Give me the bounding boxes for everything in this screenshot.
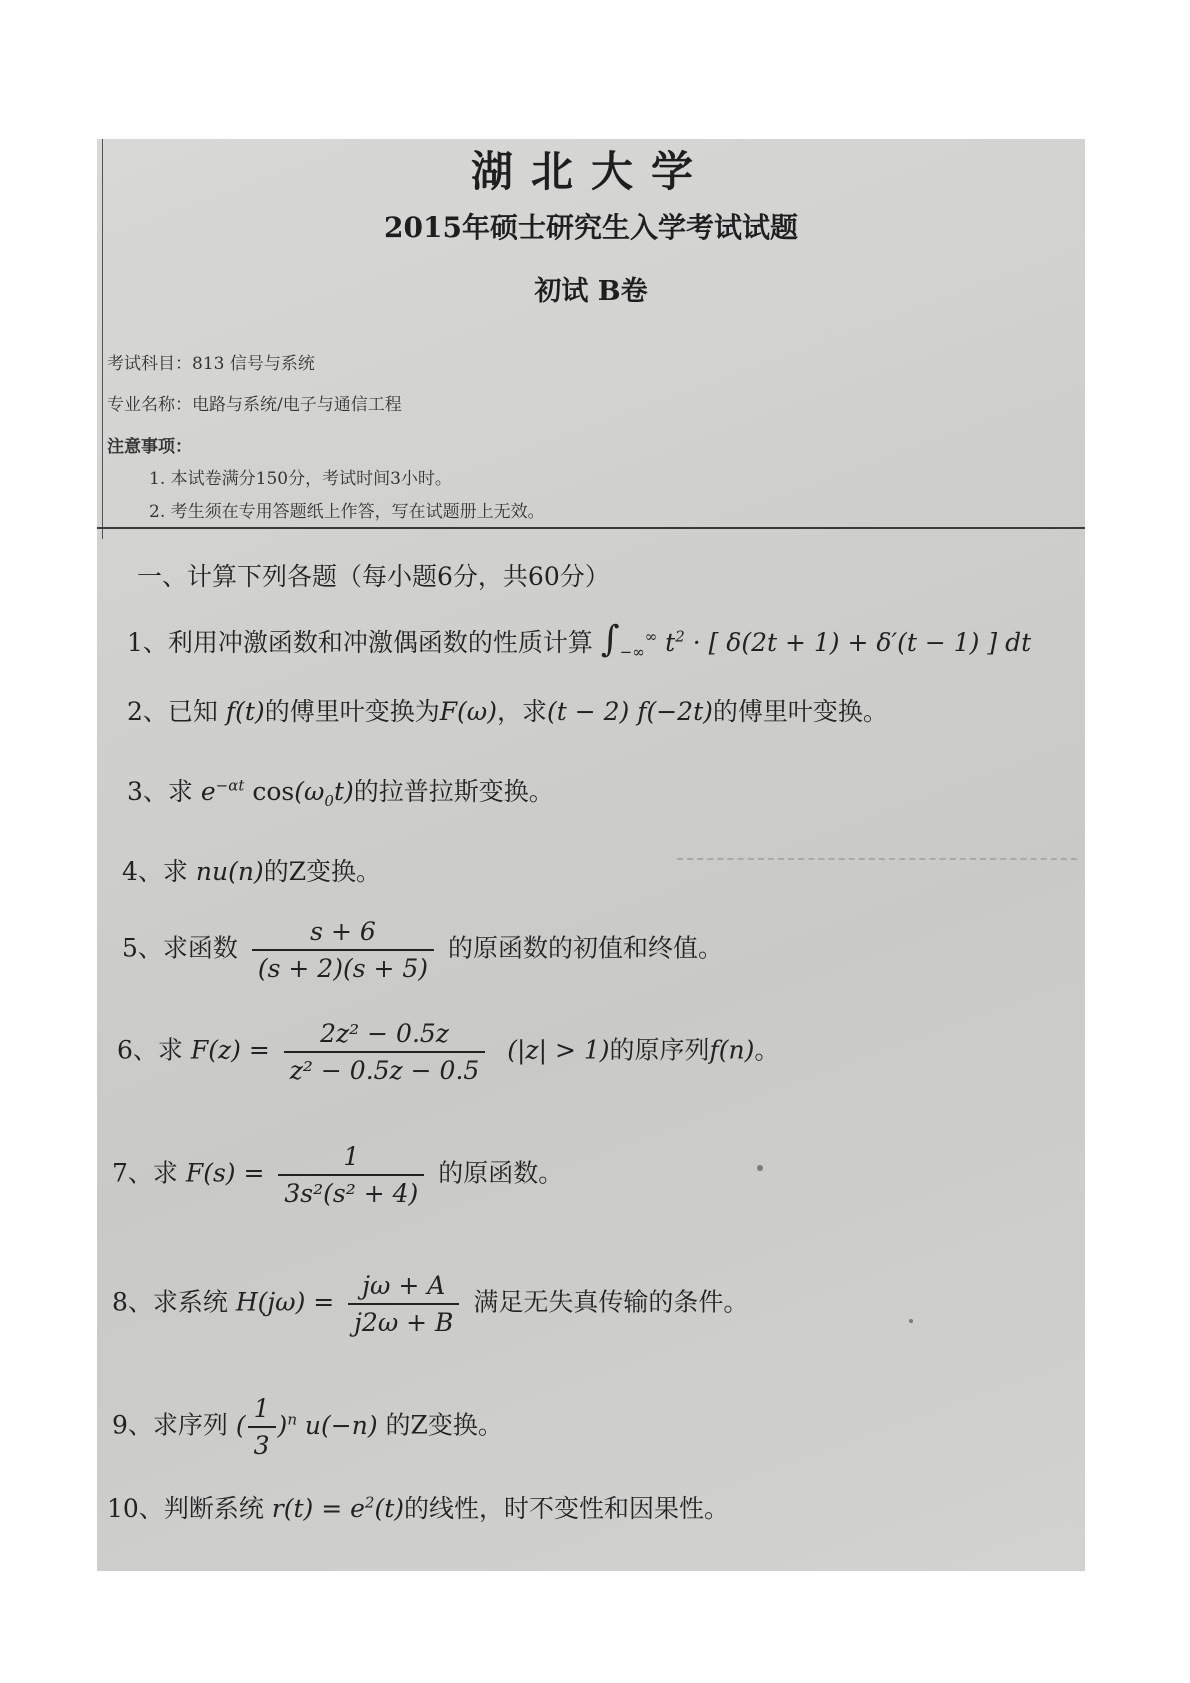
- notice-item-1: 1. 本试卷满分150分，考试时间3小时。: [149, 469, 452, 489]
- question-number: 5、: [122, 933, 163, 963]
- math-lhs: F(z) =: [190, 1035, 270, 1065]
- faint-dash-line: [677, 858, 1077, 860]
- math-expression: nu(n): [195, 857, 264, 886]
- question-text: 求序列: [152, 1410, 228, 1440]
- question-3: [127, 772, 554, 810]
- question-4: [122, 852, 381, 888]
- question-number: 3、: [127, 777, 168, 806]
- question-text: 判断系统: [163, 1494, 264, 1523]
- math-expression: $r(t) = e^2(t)$: [271, 1493, 405, 1523]
- exam-sheet-photo: [97, 139, 1085, 1571]
- left-margin-line: [102, 139, 103, 539]
- question-8: [112, 1271, 748, 1337]
- question-text: 利用冲激函数和冲激偶函数的性质计算: [167, 628, 593, 657]
- question-text: 。: [754, 1035, 780, 1065]
- fraction-denominator: 3s²(s² + 4): [278, 1174, 424, 1208]
- question-9: [112, 1394, 503, 1460]
- fraction-denominator: z² − 0.5z − 0.5: [284, 1051, 486, 1085]
- math-expression: $e^{-\alpha t}$ $\cos(\omega_0t)$: [200, 776, 354, 810]
- math-expression: ( $\frac{1}{3}$ )$^n$ u(−n): [235, 1394, 378, 1460]
- question-text: 求: [157, 1035, 183, 1065]
- question-text: 满足无失真传输的条件。: [473, 1287, 749, 1317]
- question-text: 的原函数的初值和终值。: [448, 933, 724, 963]
- question-7: [112, 1142, 563, 1208]
- question-text: 的原函数。: [438, 1158, 564, 1188]
- question-text: 已知: [167, 697, 218, 726]
- question-number: 2、: [127, 697, 168, 726]
- header-divider: [97, 527, 1085, 529]
- question-text: 求: [162, 857, 188, 886]
- question-number: 9、: [112, 1410, 153, 1440]
- exam-title: 2015年硕士研究生入学考试试题: [384, 211, 798, 244]
- math-f-n: f(n): [709, 1035, 755, 1065]
- question-2: [127, 692, 888, 728]
- speck: [757, 1165, 763, 1171]
- fraction: [348, 1271, 459, 1337]
- fraction-numerator: 1: [343, 1142, 360, 1171]
- question-5: [122, 917, 723, 983]
- question-text: 的傅里叶变换。: [712, 697, 888, 726]
- question-text: 的Z变换。: [263, 857, 382, 886]
- question-text: 的原序列: [609, 1035, 710, 1065]
- math-condition: (|z| > 1): [507, 1035, 610, 1065]
- fraction: [284, 1019, 486, 1085]
- question-text: 的线性，时不变性和因果性。: [404, 1494, 730, 1523]
- university-title: 湖北大学: [470, 147, 711, 196]
- question-number: 4、: [122, 857, 163, 886]
- question-text: 求系统: [152, 1287, 228, 1317]
- fraction: [252, 917, 434, 983]
- speck: [909, 1319, 913, 1323]
- fraction-numerator: 2z² − 0.5z: [320, 1019, 449, 1048]
- fraction-numerator: jω + A: [362, 1271, 446, 1300]
- question-6: [117, 1019, 779, 1085]
- question-number: 6、: [117, 1035, 158, 1065]
- question-text: 求函数: [162, 933, 238, 963]
- question-number: 7、: [112, 1158, 153, 1188]
- notice-item-2: 2. 考生须在专用答题纸上作答，写在试题册上无效。: [149, 502, 545, 522]
- question-text: 求: [167, 777, 193, 806]
- question-number: 10、: [107, 1494, 164, 1523]
- question-text: 的Z变换。: [385, 1410, 503, 1440]
- fraction-denominator: j2ω + B: [348, 1303, 459, 1337]
- math-F-omega: F(ω): [439, 697, 497, 726]
- question-10: [107, 1489, 729, 1525]
- question-text: ，求: [496, 697, 547, 726]
- paper-type: 初试 B卷: [534, 276, 648, 307]
- question-text: 求: [152, 1158, 178, 1188]
- major-line: 专业名称：电路与系统/电子与通信工程: [107, 395, 402, 415]
- math-lhs: H(jω) =: [235, 1287, 335, 1317]
- question-text: 的拉普拉斯变换。: [353, 777, 554, 806]
- fraction-numerator: s + 6: [310, 917, 376, 946]
- math-f-t: f(t): [225, 697, 265, 726]
- question-number: 8、: [112, 1287, 153, 1317]
- question-number: 1、: [127, 628, 168, 657]
- fraction-denominator: (s + 2)(s + 5): [252, 949, 434, 983]
- fraction: [278, 1142, 424, 1208]
- math-expression: (t − 2) f(−2t): [546, 697, 713, 726]
- question-1: [127, 619, 1031, 661]
- subject-line: 考试科目：813 信号与系统: [107, 354, 315, 374]
- notice-heading: 注意事项：: [107, 437, 192, 457]
- section-heading: 一、计算下列各题（每小题6分，共60分）: [137, 562, 610, 591]
- integral-expression: $\int_{-\infty}^\infty$ $t^2$ · [ δ(2t + 1) + δ′(t − 1) ] dt: [600, 619, 1032, 661]
- question-text: 的傅里叶变换为: [264, 697, 440, 726]
- math-lhs: F(s) =: [185, 1158, 265, 1188]
